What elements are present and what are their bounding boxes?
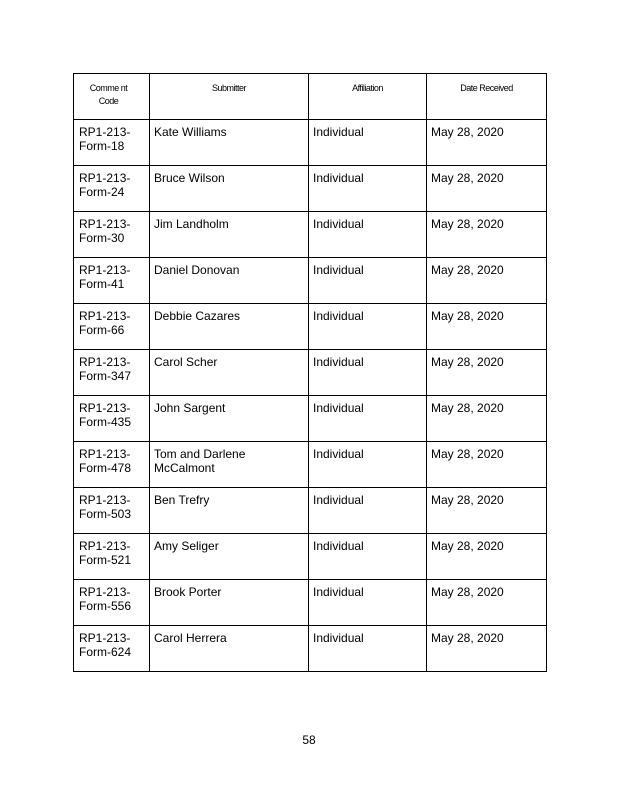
header-row <box>74 74 547 120</box>
table-row <box>74 442 547 488</box>
affiliation-cell: Individual <box>309 120 427 166</box>
affiliation-cell: Individual <box>309 258 427 304</box>
comment-code-cell: RP1-213-Form-556 <box>74 580 150 626</box>
affiliation-cell: Individual <box>309 626 427 672</box>
affiliation-cell: Individual <box>309 488 427 534</box>
date-received-cell: May 28, 2020 <box>427 534 547 580</box>
submitter-cell: Amy Seliger <box>150 534 309 580</box>
table-body <box>74 120 547 672</box>
comment-code-cell: RP1-213-Form-624 <box>74 626 150 672</box>
page-number: 58 <box>302 733 316 747</box>
submitter-cell: Debbie Cazares <box>150 304 309 350</box>
date-received-cell: May 28, 2020 <box>427 304 547 350</box>
date-received-cell: May 28, 2020 <box>427 212 547 258</box>
table-header <box>74 74 547 120</box>
affiliation-cell: Individual <box>309 442 427 488</box>
submitter-cell: Carol Scher <box>150 350 309 396</box>
date-received-cell: May 28, 2020 <box>427 442 547 488</box>
submitter-cell: Carol Herrera <box>150 626 309 672</box>
comment-code-cell: RP1-213-Form-503 <box>74 488 150 534</box>
comment-code-cell: RP1-213-Form-41 <box>74 258 150 304</box>
date-received-cell: May 28, 2020 <box>427 166 547 212</box>
table-row <box>74 396 547 442</box>
date-received-cell: May 28, 2020 <box>427 396 547 442</box>
submitter-cell: Tom and Darlene McCalmont <box>150 442 309 488</box>
table-row <box>74 488 547 534</box>
affiliation-cell: Individual <box>309 580 427 626</box>
comment-code-cell: RP1-213-Form-347 <box>74 350 150 396</box>
date-received-cell: May 28, 2020 <box>427 488 547 534</box>
submitter-cell: John Sargent <box>150 396 309 442</box>
table-row <box>74 534 547 580</box>
affiliation-cell: Individual <box>309 396 427 442</box>
comment-code-cell: RP1-213-Form-478 <box>74 442 150 488</box>
affiliation-cell: Individual <box>309 534 427 580</box>
table-row <box>74 304 547 350</box>
comment-code-cell: RP1-213-Form-435 <box>74 396 150 442</box>
table-row <box>74 580 547 626</box>
submitter-cell: Jim Landholm <box>150 212 309 258</box>
date-received-cell: May 28, 2020 <box>427 350 547 396</box>
date-received-cell: May 28, 2020 <box>427 580 547 626</box>
affiliation-cell: Individual <box>309 212 427 258</box>
comment-code-cell: RP1-213-Form-66 <box>74 304 150 350</box>
comments-table <box>73 73 547 672</box>
table-row <box>74 120 547 166</box>
affiliation-cell: Individual <box>309 166 427 212</box>
affiliation-cell: Individual <box>309 350 427 396</box>
date-received-cell: May 28, 2020 <box>427 626 547 672</box>
submitter-cell: Daniel Donovan <box>150 258 309 304</box>
submitter-cell: Ben Trefry <box>150 488 309 534</box>
table-row <box>74 258 547 304</box>
header-comment-code: Comme nt Code <box>74 74 150 120</box>
affiliation-cell: Individual <box>309 304 427 350</box>
date-received-cell: May 28, 2020 <box>427 258 547 304</box>
comment-code-cell: RP1-213-Form-18 <box>74 120 150 166</box>
submitter-cell: Brook Porter <box>150 580 309 626</box>
comment-code-cell: RP1-213-Form-24 <box>74 166 150 212</box>
table-row <box>74 626 547 672</box>
table-row <box>74 166 547 212</box>
table-row <box>74 350 547 396</box>
comment-code-cell: RP1-213-Form-30 <box>74 212 150 258</box>
submitter-cell: Kate Williams <box>150 120 309 166</box>
comment-code-cell: RP1-213-Form-521 <box>74 534 150 580</box>
date-received-cell: May 28, 2020 <box>427 120 547 166</box>
header-submitter: Submitter <box>150 74 309 120</box>
header-date-received: Date Received <box>427 74 547 120</box>
table-row <box>74 212 547 258</box>
header-affiliation: Affiliation <box>309 74 427 120</box>
submitter-cell: Bruce Wilson <box>150 166 309 212</box>
